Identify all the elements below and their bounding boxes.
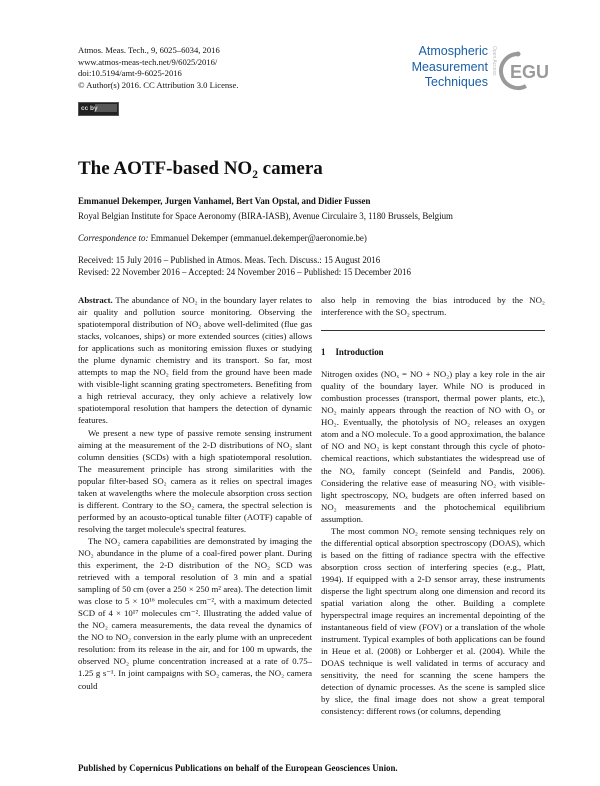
dates-line-2: Revised: 22 November 2016 – Accepted: 24 November 2016 – Published: 15 December 2016 [78, 266, 411, 277]
cc-by-badge[interactable] [78, 102, 119, 116]
doi[interactable]: doi:10.5194/amt-9-6025-2016 [78, 68, 182, 79]
abstract-paragraph-3: The NO₂ camera capabilities are demonstrated by imaging the NO₂ abundance in the plume of a coal-fired power plant. During this experiment, the 2-D distribution of the NO₂ SCD was retrieved with a temporal resolution of 3 min and a spatial sampling of 50 cm (over a 250 × 250 m² area). The detection limit was close to 5 × 10¹⁶ molecules cm⁻², with a maximum detected SCD of 4 × 10¹⁷ molecules cm⁻². Illustrating the added value of the NO₂ camera measurements, the data reveal the dynamics of the NO to NO₂ conversion in the early plume with an unprecedent resolution: from its release in the air, and for 100 m upwards, the observed NO₂ plume concentration increased at a rate of 0.75–1.25 g s⁻¹. In joint campaigns with SO₂ cameras, the NO₂ camera could [78, 535, 312, 691]
correspondence [78, 233, 367, 243]
authors: Emmanuel Dekemper, Jurgen Vanhamel, Bert Van Opstal, and Didier Fussen [78, 196, 371, 206]
journal-header [78, 45, 239, 91]
egu-text: EGU [510, 62, 550, 82]
intro-paragraph-2: The most common NO₂ remote sensing techniques rely on the differential optical absorption spectroscopy (DOAS), which is based on the fitting of radiance spectra with the effective absorption cross section of interfering species (e.g., Platt, 1994). If equipped with a 2-D sensor array, these instruments disperse the light spectrum along one dimension and record its spatial variation along the other. Building a complete hyperspectral image requires an incremental depointing of the instantaneous field of view (FOV) or a translation of the whole instrument. Typical examples of both applications can be found in Heue et al. (2008) or Lohberger et al. (2004). While the DOAS technique is well validated in terms of accuracy and sensitivity, the need for scanning the scene hampers the detection of dynamic processes. As the scene is sampled slice by slice, the final image does not show a great temporal consistency: different rows (or columns, depending [321, 525, 545, 717]
journal-url[interactable]: www.atmos-meas-tech.net/9/6025/2016/ [78, 56, 218, 67]
publisher-footer: Published by Copernicus Publications on behalf of the European Geosciences Union. [78, 763, 398, 773]
abstract-paragraph-2: We present a new type of passive remote sensing instrument aiming at the measurement of the 2-D distributions of NO₂ slant column densities (SCDs) with a high spatiotemporal resolution. The measurement principle has strong similarities with the popular filter-based SO₂ camera as it relies on spectral images taken at wavelengths where the molecule absorption cross section is different. Contrary to the SO₂ camera, the spectral selection is performed by an acousto-optical tunable filter (AOTF) capable of resolving the target molecule's spectral features. [78, 427, 312, 534]
abstract-text-1: The abundance of NO₂ in the boundary layer relates to air quality and pollution source monitoring. Observing the spatiotemporal distribution of NO₂ above well-delimited (flue gas stacks, volcanoes, ships) or more extended sources (cities) allows for applications such as monitoring emission fluxes or studying the plume dynamic chemistry and its transport. So far, most attempts to map the NO₂ field from the ground have been made with visible-light scanning grating spectrometers. Benefiting from a high retrieval accuracy, they only achieve a relatively low spatiotemporal resolution that hampers the detection of dynamic features. [78, 295, 312, 426]
logo-line-1: Atmospheric [418, 44, 488, 58]
affiliation: Royal Belgian Institute for Space Aeronomy (BIRA-IASB), Avenue Circulaire 3, 1180 Brussels, Belgium [78, 211, 453, 221]
abstract-continued: also help in removing the bias introduced by the NO₂ interference with the SO₂ spectrum. [321, 295, 545, 318]
correspondence-label: Correspondence to: [78, 233, 149, 243]
logo-line-2: Measurement [411, 59, 488, 74]
abstract-label: Abstract. [78, 295, 113, 305]
section-title: Introduction [335, 347, 384, 358]
right-column [321, 294, 545, 718]
intro-paragraph-1: Nitrogen oxides (NOₓ = NO + NO₂) play a key role in the air quality of the boundary layer. While NO is produced in combustion processes (transport, thermal power plants, etc.), NO₂ mainly appears through the reaction of NO with O₃ or HO₂. Eventually, the photolysis of NO₂ releases an oxygen atom and a NO molecule. To a good approximation, the balance of NO and NO₂ is kept constant through this cycle of photo-chemical reactions, which substantiates the widespread use of the NOₓ family concept (Seinfeld and Pandis, 2006). Considering the relative ease of measuring NO₂ with visible-light spectroscopy, NOₓ budgets are often inferred based on NO₂ measurements and the photochemical equilibrium assumption. [321, 369, 545, 524]
correspondence-text: Emmanuel Dekemper (emmanuel.dekemper@aeronomie.be) [150, 233, 367, 243]
license: © Author(s) 2016. CC Attribution 3.0 License. [78, 79, 239, 90]
dates [78, 255, 411, 279]
dates-line-1: Received: 15 July 2016 – Published in Atmos. Meas. Tech. Discuss.: 15 August 2016 [78, 255, 381, 265]
egu-logo-icon [500, 50, 550, 94]
citation: Atmos. Meas. Tech., 9, 6025–6034, 2016 [78, 45, 220, 55]
journal-logo [400, 44, 550, 102]
section-number: 1 [321, 347, 326, 358]
open-access-label: Open Access [491, 46, 497, 76]
section-heading-introduction [321, 346, 545, 358]
paper-title: The AOTF-based NO₂ camera [78, 158, 323, 179]
cc-badge-label: cc by [81, 105, 98, 112]
abstract-paragraph-1 [78, 294, 312, 427]
abstract-divider [321, 330, 545, 331]
logo-line-3: Techniques [424, 75, 488, 89]
left-column [78, 294, 312, 692]
